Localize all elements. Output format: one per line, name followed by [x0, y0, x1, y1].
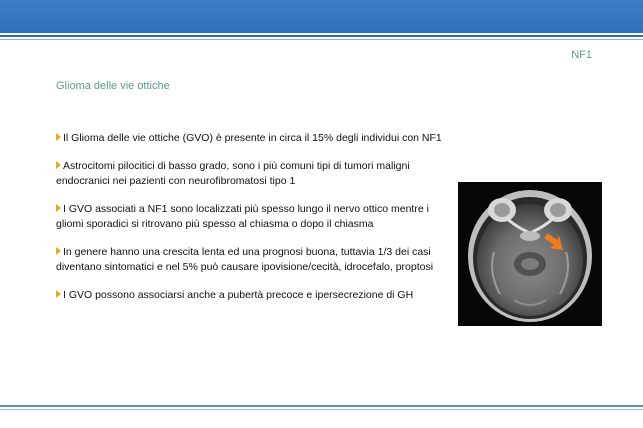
- bullet-arrow-icon: [56, 204, 61, 212]
- bullet-item: [56, 131, 456, 146]
- footer-rule-thin: [0, 409, 643, 410]
- bullet-arrow-icon: [56, 290, 61, 298]
- header-band: [0, 0, 643, 33]
- bullet-list: [56, 131, 456, 316]
- slide-title: Glioma delle vie ottiche: [56, 80, 170, 92]
- bullet-item: [56, 245, 456, 275]
- mri-scan-drawing: [458, 182, 602, 326]
- section-tag: NF1: [571, 49, 592, 61]
- header-rule-thin: [0, 39, 643, 40]
- bullet-text: In genere hanno una crescita lenta ed una prognosi buona, tuttavia 1/3 dei casi diventano sintomatici e nel 5% può causare ipovisione/cecità, idrocefalo, proptosi: [56, 246, 434, 273]
- header-rule: [0, 35, 643, 37]
- bullet-arrow-icon: [56, 161, 61, 169]
- bullet-item: [56, 288, 456, 303]
- footer-rule: [0, 405, 643, 407]
- bullet-text: Astrocitomi pilocitici di basso grado, sono i più comuni tipi di tumori maligni endocranici nei pazienti con neurofibromatosi tipo 1: [56, 160, 410, 187]
- bullet-arrow-icon: [56, 133, 61, 141]
- bullet-text: Il Glioma delle vie ottiche (GVO) è presente in circa il 15% degli individui con NF1: [63, 132, 442, 144]
- bullet-arrow-icon: [56, 247, 61, 255]
- mri-scan-image: [458, 182, 602, 326]
- bullet-text: I GVO possono associarsi anche a pubertà precoce e ipersecrezione di GH: [63, 289, 414, 301]
- bullet-item: [56, 202, 456, 232]
- bullet-text: I GVO associati a NF1 sono localizzati più spesso lungo il nervo ottico mentre i gliomi sporadici si ritrovano più spesso al chiasma o dopo il chiasma: [56, 203, 429, 230]
- bullet-item: [56, 159, 456, 189]
